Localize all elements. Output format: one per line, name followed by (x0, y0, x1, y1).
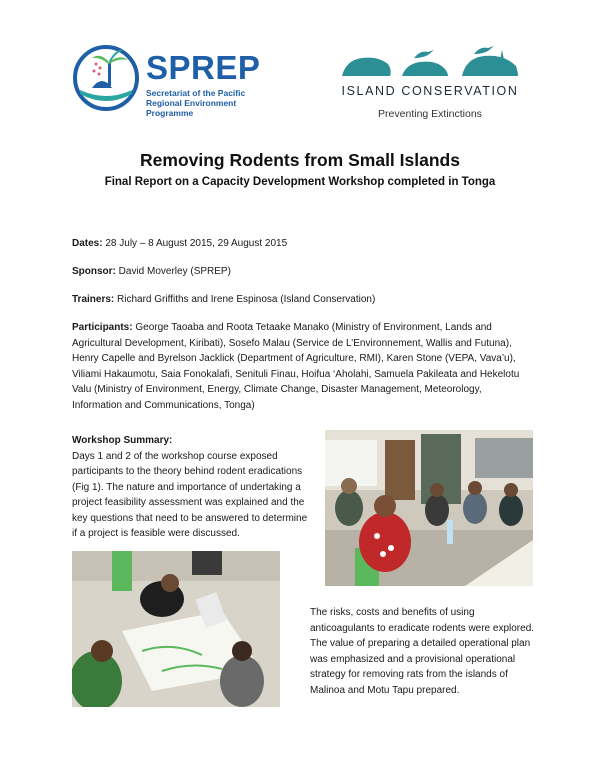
islands-birds-icon (340, 40, 520, 80)
report-subtitle: Final Report on a Capacity Development Workshop completed in Tonga (104, 176, 496, 188)
sponsor-line (72, 264, 532, 280)
sprep-subtitle: Secretariat of the Pacific Regional Environment Programme (146, 88, 246, 118)
trainers-label: Trainers: (72, 294, 115, 305)
dates-label: Dates: (72, 238, 103, 249)
sponsor-label: Sponsor: (72, 266, 116, 277)
participants-value: George Taoaba and Roota Tetaake Manako (Ministry of Environment, Lands and Agricultural Development, Kiribati), Sosefo Malau (Service de L’Environnement, Wallis and Futuna), Henry Capelle and Byrelson Jacklick (Department of Agriculture, RMI), Karen Stone (VEPA, Vava’u), Viliami Hakaumotu, Saia Fonokalafi, Senituli Finau, Hoifua ‘Aholahi, Samuela Pakileata and Hekelotu Valu (Ministry of Environment, Energy, Climate Change, Disaster Management, Meteorology, Information and Communications, Tonga) (72, 322, 520, 411)
trainers-line (72, 292, 532, 308)
report-title: Removing Rodents from Small Islands (140, 150, 460, 170)
workshop-summary-paragraph-2: The risks, costs and benefits of using anticoagulants to eradicate rodents were explored. The value of preparing a detailed operational plan was emphasized and a provisional operational strategy for removing rats from the islands of Malinoa and Motu Tapu prepared. (310, 607, 535, 696)
workshop-summary-continued (310, 605, 540, 698)
workshop-floor-activity-photo (72, 551, 280, 707)
dates-line (72, 236, 532, 252)
workshop-summary-paragraph-1: Days 1 and 2 of the workshop course exposed participants to the theory behind rodent eradications (Fig 1). The nature and importance of undertaking a project feasibility assessment was explained and the key questions that need to be answered to determine if a project is feasible were discussed. (72, 450, 308, 539)
workshop-classroom-photo (325, 430, 533, 586)
participants-label: Participants: (72, 322, 133, 333)
participants-paragraph (72, 320, 532, 413)
sprep-logo (72, 44, 262, 116)
sprep-wordmark: SPREP (146, 49, 261, 86)
trainers-value: Richard Griffiths and Irene Espinosa (Island Conservation) (117, 294, 376, 305)
dates-value: 28 July – 8 August 2015, 29 August 2015 (105, 238, 288, 249)
sponsor-value: David Moverley (SPREP) (118, 266, 231, 277)
island-conservation-logo (340, 40, 520, 124)
sprep-emblem-icon (72, 44, 140, 112)
workshop-summary (72, 433, 310, 542)
island-conservation-tagline: Preventing Extinctions (378, 108, 482, 120)
island-conservation-name: ISLAND CONSERVATION (341, 84, 519, 98)
workshop-summary-heading: Workshop Summary: (72, 435, 173, 446)
